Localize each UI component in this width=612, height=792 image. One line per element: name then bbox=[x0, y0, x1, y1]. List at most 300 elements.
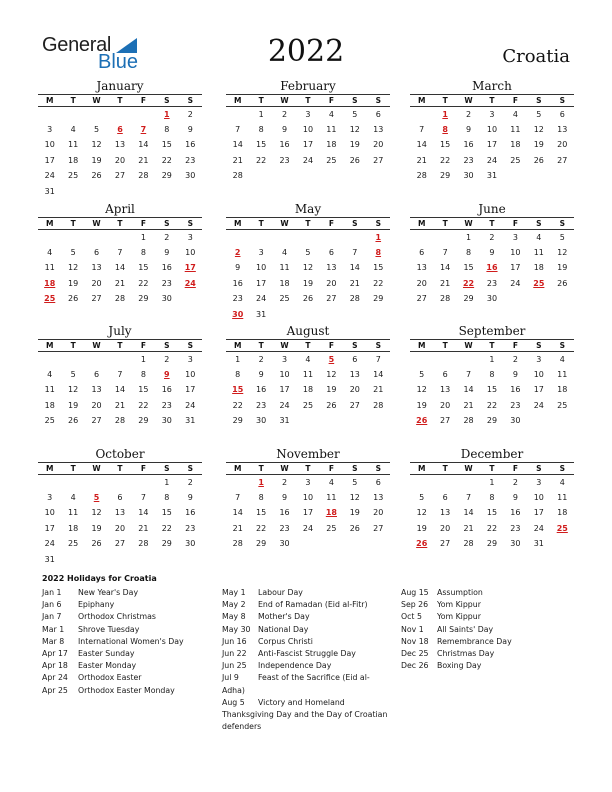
month-table bbox=[38, 462, 202, 567]
holiday-name: Orthodox Christmas bbox=[78, 612, 156, 622]
month-september bbox=[410, 324, 574, 428]
weekday-label: T bbox=[61, 340, 84, 352]
day-cell: 7 bbox=[466, 493, 472, 503]
month-august bbox=[226, 324, 390, 428]
day-cell: 14 bbox=[440, 263, 451, 273]
day-cell: 31 bbox=[256, 309, 267, 319]
holiday-item bbox=[222, 685, 397, 697]
weekday-label: S bbox=[367, 218, 390, 230]
weekday-label: F bbox=[320, 463, 343, 475]
day-cell: 4 bbox=[559, 354, 565, 364]
holiday-day-cell: 5 bbox=[328, 354, 335, 364]
empty-cell bbox=[457, 475, 480, 490]
day-cell: 27 bbox=[91, 416, 102, 426]
weekday-header-row bbox=[38, 463, 202, 475]
day-cell: 19 bbox=[349, 508, 360, 518]
week-row bbox=[226, 413, 390, 428]
day-cell: 18 bbox=[533, 263, 544, 273]
empty-cell bbox=[108, 230, 131, 245]
holiday-item bbox=[222, 709, 397, 721]
empty-cell bbox=[132, 551, 155, 566]
weekday-label: T bbox=[296, 95, 319, 107]
day-cell: 30 bbox=[161, 294, 172, 304]
holiday-date: Jan 1 bbox=[42, 588, 62, 597]
weekday-label: M bbox=[38, 95, 61, 107]
week-row bbox=[38, 137, 202, 152]
month-name: June bbox=[478, 202, 506, 216]
day-cell: 20 bbox=[373, 140, 384, 150]
empty-cell bbox=[108, 475, 131, 490]
day-cell: 12 bbox=[91, 140, 102, 150]
holiday-name: Orthodox Easter Monday bbox=[78, 685, 175, 695]
day-cell: 1 bbox=[140, 232, 146, 242]
week-row bbox=[226, 137, 390, 152]
day-cell: 25 bbox=[68, 539, 79, 549]
day-cell: 14 bbox=[138, 508, 149, 518]
weekday-label: F bbox=[320, 218, 343, 230]
week-row bbox=[226, 122, 390, 137]
empty-cell bbox=[61, 475, 84, 490]
weekday-label: M bbox=[226, 95, 249, 107]
holiday-item bbox=[401, 624, 571, 636]
day-cell: 11 bbox=[557, 493, 568, 503]
day-cell: 15 bbox=[138, 385, 149, 395]
week-row bbox=[226, 521, 390, 536]
day-cell: 11 bbox=[44, 263, 55, 273]
weekday-label: S bbox=[343, 463, 366, 475]
country-name: Croatia bbox=[502, 46, 570, 67]
week-row bbox=[226, 291, 390, 306]
weekday-header-row bbox=[38, 340, 202, 352]
weekday-label: F bbox=[132, 218, 155, 230]
day-cell: 29 bbox=[161, 539, 172, 549]
weekday-label: S bbox=[527, 340, 550, 352]
day-cell: 24 bbox=[279, 400, 290, 410]
day-cell: 9 bbox=[489, 248, 495, 258]
day-cell: 5 bbox=[305, 248, 311, 258]
day-cell: 5 bbox=[419, 493, 425, 503]
holiday-date: Aug 15 bbox=[401, 588, 429, 597]
day-cell: 31 bbox=[44, 554, 55, 564]
day-cell: 8 bbox=[466, 248, 472, 258]
day-cell: 16 bbox=[185, 508, 196, 518]
week-row bbox=[410, 291, 574, 306]
weekday-label: W bbox=[273, 95, 296, 107]
day-cell: 4 bbox=[47, 248, 53, 258]
holiday-item bbox=[401, 648, 571, 660]
month-table bbox=[410, 339, 574, 428]
day-cell: 25 bbox=[326, 523, 337, 533]
day-cell: 26 bbox=[68, 294, 79, 304]
holiday-name: Easter Monday bbox=[78, 661, 137, 671]
empty-cell bbox=[343, 536, 366, 551]
empty-cell bbox=[367, 168, 390, 183]
weekday-label: S bbox=[551, 95, 574, 107]
day-cell: 10 bbox=[486, 125, 498, 135]
holiday-item bbox=[222, 611, 397, 623]
day-cell: 24 bbox=[44, 171, 55, 181]
holiday-date: Dec 26 bbox=[401, 661, 429, 671]
day-cell: 13 bbox=[114, 140, 126, 150]
weekday-label: W bbox=[85, 463, 108, 475]
day-cell: 1 bbox=[235, 354, 241, 364]
holiday-item bbox=[42, 685, 212, 697]
day-cell: 7 bbox=[117, 370, 123, 380]
empty-cell bbox=[296, 230, 319, 245]
empty-cell bbox=[85, 551, 108, 566]
day-cell: 6 bbox=[328, 248, 334, 258]
empty-cell bbox=[296, 168, 319, 183]
day-cell: 16 bbox=[161, 263, 172, 273]
day-cell: 17 bbox=[533, 385, 544, 395]
holiday-day-cell: 18 bbox=[44, 278, 56, 288]
weekday-label: M bbox=[38, 340, 61, 352]
day-cell: 20 bbox=[114, 523, 126, 533]
holiday-item bbox=[42, 660, 212, 672]
empty-cell bbox=[343, 413, 366, 428]
day-cell: 21 bbox=[440, 278, 451, 288]
day-cell: 22 bbox=[138, 278, 149, 288]
holiday-day-cell: 5 bbox=[93, 493, 100, 503]
week-row bbox=[38, 551, 202, 566]
empty-cell bbox=[343, 168, 366, 183]
holiday-date: Sep 26 bbox=[401, 600, 429, 610]
day-cell: 9 bbox=[512, 493, 518, 503]
day-cell: 9 bbox=[282, 125, 288, 135]
day-cell: 4 bbox=[512, 109, 518, 119]
empty-cell bbox=[38, 352, 61, 367]
holiday-item bbox=[222, 599, 397, 611]
day-cell: 23 bbox=[256, 400, 267, 410]
holiday-name: Victory and Homeland bbox=[258, 697, 345, 707]
day-cell: 16 bbox=[279, 140, 290, 150]
holiday-day-cell: 25 bbox=[44, 294, 56, 304]
month-name: September bbox=[458, 324, 526, 338]
day-cell: 9 bbox=[258, 370, 264, 380]
week-row bbox=[410, 153, 574, 168]
empty-cell bbox=[527, 291, 550, 306]
day-cell: 2 bbox=[282, 477, 288, 487]
weekday-label: T bbox=[480, 218, 503, 230]
day-cell: 23 bbox=[232, 294, 243, 304]
empty-cell bbox=[410, 475, 433, 490]
holiday-name: Epiphany bbox=[78, 600, 115, 610]
empty-cell bbox=[85, 107, 108, 122]
weekday-label: S bbox=[179, 340, 202, 352]
holiday-name: Yom Kippur bbox=[437, 600, 481, 610]
day-cell: 25 bbox=[302, 400, 314, 410]
day-cell: 18 bbox=[44, 400, 55, 410]
month-table bbox=[38, 217, 202, 306]
day-cell: 14 bbox=[373, 370, 384, 380]
week-row bbox=[38, 260, 202, 275]
holiday-date: Aug 5 bbox=[222, 697, 245, 707]
holiday-name: Independence Day bbox=[258, 661, 332, 671]
day-cell: 4 bbox=[70, 493, 76, 503]
weekday-label: M bbox=[38, 463, 61, 475]
day-cell: 20 bbox=[416, 278, 427, 288]
empty-cell bbox=[38, 107, 61, 122]
weekday-label: W bbox=[85, 218, 108, 230]
day-cell: 25 bbox=[44, 416, 55, 426]
day-cell: 28 bbox=[440, 294, 451, 304]
day-cell: 3 bbox=[47, 493, 53, 503]
day-cell: 6 bbox=[117, 493, 123, 503]
month-may bbox=[226, 202, 390, 322]
day-cell: 25 bbox=[510, 155, 521, 165]
day-cell: 29 bbox=[161, 171, 172, 181]
empty-cell bbox=[226, 107, 249, 122]
day-cell: 13 bbox=[114, 508, 126, 518]
weekday-header-row bbox=[410, 95, 574, 107]
week-row bbox=[226, 245, 390, 260]
day-cell: 29 bbox=[373, 294, 384, 304]
day-cell: 22 bbox=[486, 400, 498, 410]
day-cell: 5 bbox=[70, 370, 76, 380]
empty-cell bbox=[61, 551, 84, 566]
weekday-label: S bbox=[551, 218, 574, 230]
weekday-label: T bbox=[433, 95, 456, 107]
day-cell: 3 bbox=[258, 248, 264, 258]
day-cell: 29 bbox=[232, 416, 243, 426]
empty-cell bbox=[61, 352, 84, 367]
month-october bbox=[38, 447, 202, 567]
day-cell: 7 bbox=[419, 125, 425, 135]
day-cell: 18 bbox=[302, 385, 314, 395]
holiday-item bbox=[42, 587, 212, 599]
weekday-label: S bbox=[179, 463, 202, 475]
weekday-label: W bbox=[273, 463, 296, 475]
day-cell: 26 bbox=[533, 155, 544, 165]
weekday-label: W bbox=[457, 340, 480, 352]
day-cell: 26 bbox=[91, 171, 102, 181]
holiday-day-cell: 8 bbox=[375, 248, 382, 258]
day-cell: 21 bbox=[232, 523, 243, 533]
weekday-label: S bbox=[343, 218, 366, 230]
day-cell: 16 bbox=[256, 385, 267, 395]
holiday-date: Nov 1 bbox=[401, 624, 424, 634]
weekday-label: M bbox=[226, 463, 249, 475]
weekday-label: F bbox=[504, 218, 527, 230]
day-cell: 20 bbox=[114, 155, 126, 165]
holiday-item bbox=[401, 660, 571, 672]
weekday-label: M bbox=[226, 218, 249, 230]
day-cell: 27 bbox=[114, 171, 126, 181]
day-cell: 27 bbox=[440, 539, 451, 549]
day-cell: 15 bbox=[440, 140, 451, 150]
day-cell: 12 bbox=[91, 508, 102, 518]
holiday-item bbox=[222, 697, 397, 709]
day-cell: 16 bbox=[232, 278, 243, 288]
weekday-label: W bbox=[273, 340, 296, 352]
day-cell: 23 bbox=[463, 155, 474, 165]
weekday-label: T bbox=[108, 218, 131, 230]
holiday-date: Jan 7 bbox=[42, 612, 62, 622]
holiday-name: Boxing Day bbox=[437, 661, 482, 671]
holiday-name: Christmas Day bbox=[437, 649, 495, 659]
holiday-name: National Day bbox=[258, 624, 309, 634]
day-cell: 22 bbox=[373, 278, 384, 288]
holiday-date: May 1 bbox=[222, 588, 246, 597]
empty-cell bbox=[273, 230, 296, 245]
day-cell: 19 bbox=[68, 278, 79, 288]
weekday-header-row bbox=[410, 463, 574, 475]
day-cell: 27 bbox=[373, 523, 384, 533]
empty-cell bbox=[551, 536, 574, 551]
empty-cell bbox=[85, 475, 108, 490]
week-row bbox=[410, 137, 574, 152]
day-cell: 15 bbox=[486, 508, 498, 518]
logo-text-general: General bbox=[42, 34, 112, 56]
weekday-label: T bbox=[480, 95, 503, 107]
day-cell: 21 bbox=[114, 278, 126, 288]
week-row bbox=[226, 306, 390, 321]
day-cell: 31 bbox=[279, 416, 290, 426]
holiday-day-cell: 25 bbox=[556, 523, 568, 533]
day-cell: 13 bbox=[326, 263, 337, 273]
weekday-label: S bbox=[155, 463, 178, 475]
day-cell: 15 bbox=[256, 140, 267, 150]
day-cell: 13 bbox=[91, 263, 102, 273]
day-cell: 24 bbox=[486, 155, 498, 165]
day-cell: 23 bbox=[185, 155, 196, 165]
week-row bbox=[38, 276, 202, 291]
day-cell: 23 bbox=[161, 278, 172, 288]
day-cell: 11 bbox=[279, 263, 290, 273]
day-cell: 7 bbox=[375, 354, 381, 364]
holiday-name: International Women's Day bbox=[78, 636, 184, 646]
day-cell: 21 bbox=[463, 523, 474, 533]
day-cell: 8 bbox=[489, 493, 495, 503]
empty-cell bbox=[367, 413, 390, 428]
holiday-item bbox=[222, 660, 397, 672]
day-cell: 23 bbox=[185, 523, 196, 533]
week-row bbox=[38, 413, 202, 428]
day-cell: 2 bbox=[282, 109, 288, 119]
holiday-date: Jun 25 bbox=[222, 661, 247, 671]
day-cell: 6 bbox=[442, 370, 448, 380]
holiday-date: Jun 16 bbox=[222, 636, 247, 646]
day-cell: 15 bbox=[161, 508, 172, 518]
day-cell: 21 bbox=[373, 385, 384, 395]
day-cell: 9 bbox=[466, 125, 472, 135]
day-cell: 18 bbox=[326, 140, 337, 150]
day-cell: 16 bbox=[161, 385, 172, 395]
day-cell: 29 bbox=[486, 416, 498, 426]
day-cell: 14 bbox=[114, 385, 126, 395]
day-cell: 13 bbox=[91, 385, 102, 395]
weekday-label: F bbox=[504, 340, 527, 352]
empty-cell bbox=[249, 168, 272, 183]
weekday-header-row bbox=[410, 218, 574, 230]
day-cell: 21 bbox=[349, 278, 360, 288]
weekday-label: S bbox=[527, 463, 550, 475]
holiday-day-cell: 2 bbox=[234, 248, 241, 258]
day-cell: 3 bbox=[305, 109, 311, 119]
week-row bbox=[410, 352, 574, 367]
empty-cell bbox=[320, 306, 343, 321]
day-cell: 24 bbox=[533, 400, 544, 410]
holiday-name: Feast of the Sacrifice (Eid al- bbox=[258, 673, 370, 683]
weekday-label: W bbox=[273, 218, 296, 230]
week-row bbox=[226, 168, 390, 183]
holiday-name: End of Ramadan (Eid al-Fitr) bbox=[258, 600, 368, 610]
day-cell: 30 bbox=[161, 416, 172, 426]
day-cell: 10 bbox=[185, 370, 196, 380]
day-cell: 29 bbox=[486, 539, 498, 549]
day-cell: 8 bbox=[140, 370, 146, 380]
weekday-label: W bbox=[457, 218, 480, 230]
weekday-label: S bbox=[343, 340, 366, 352]
holiday-day-cell: 6 bbox=[117, 125, 123, 135]
empty-cell bbox=[410, 352, 433, 367]
day-cell: 21 bbox=[463, 400, 474, 410]
day-cell: 4 bbox=[282, 248, 288, 258]
empty-cell bbox=[433, 475, 456, 490]
weekday-header-row bbox=[226, 340, 390, 352]
holiday-name: Thanksgiving Day and the Day of Croatian bbox=[222, 710, 388, 720]
empty-cell bbox=[551, 413, 574, 428]
weekday-label: S bbox=[527, 218, 550, 230]
day-cell: 17 bbox=[510, 263, 521, 273]
weekday-label: T bbox=[480, 463, 503, 475]
day-cell: 10 bbox=[302, 125, 314, 135]
day-cell: 2 bbox=[187, 109, 193, 119]
day-cell: 8 bbox=[235, 370, 241, 380]
week-row bbox=[226, 276, 390, 291]
day-cell: 14 bbox=[114, 263, 126, 273]
day-cell: 4 bbox=[328, 477, 334, 487]
day-cell: 10 bbox=[256, 263, 267, 273]
weekday-label: T bbox=[108, 95, 131, 107]
day-cell: 10 bbox=[533, 370, 544, 380]
holiday-name: New Year's Day bbox=[78, 588, 139, 597]
day-cell: 24 bbox=[185, 400, 196, 410]
day-cell: 3 bbox=[536, 354, 542, 364]
day-cell: 11 bbox=[44, 385, 55, 395]
weekday-label: F bbox=[504, 95, 527, 107]
month-table bbox=[226, 462, 390, 551]
holiday-name: Yom Kippur bbox=[437, 612, 481, 622]
weekday-header-row bbox=[226, 218, 390, 230]
week-row bbox=[38, 122, 202, 137]
day-cell: 16 bbox=[185, 140, 196, 150]
weekday-label: F bbox=[320, 340, 343, 352]
day-cell: 7 bbox=[235, 493, 241, 503]
day-cell: 27 bbox=[557, 155, 568, 165]
day-cell: 27 bbox=[416, 294, 427, 304]
day-cell: 5 bbox=[94, 125, 100, 135]
holiday-day-cell: 26 bbox=[416, 416, 428, 426]
day-cell: 3 bbox=[536, 477, 542, 487]
day-cell: 4 bbox=[328, 109, 334, 119]
day-cell: 22 bbox=[256, 155, 267, 165]
day-cell: 17 bbox=[302, 508, 314, 518]
day-cell: 10 bbox=[510, 248, 521, 258]
day-cell: 30 bbox=[486, 294, 498, 304]
weekday-label: T bbox=[61, 463, 84, 475]
weekday-label: T bbox=[480, 340, 503, 352]
holiday-item bbox=[222, 648, 397, 660]
day-cell: 5 bbox=[419, 370, 425, 380]
empty-cell bbox=[179, 291, 202, 306]
day-cell: 26 bbox=[68, 416, 79, 426]
day-cell: 28 bbox=[349, 294, 360, 304]
day-cell: 6 bbox=[559, 109, 565, 119]
week-row bbox=[410, 107, 574, 122]
day-cell: 30 bbox=[279, 539, 290, 549]
day-cell: 12 bbox=[349, 493, 360, 503]
